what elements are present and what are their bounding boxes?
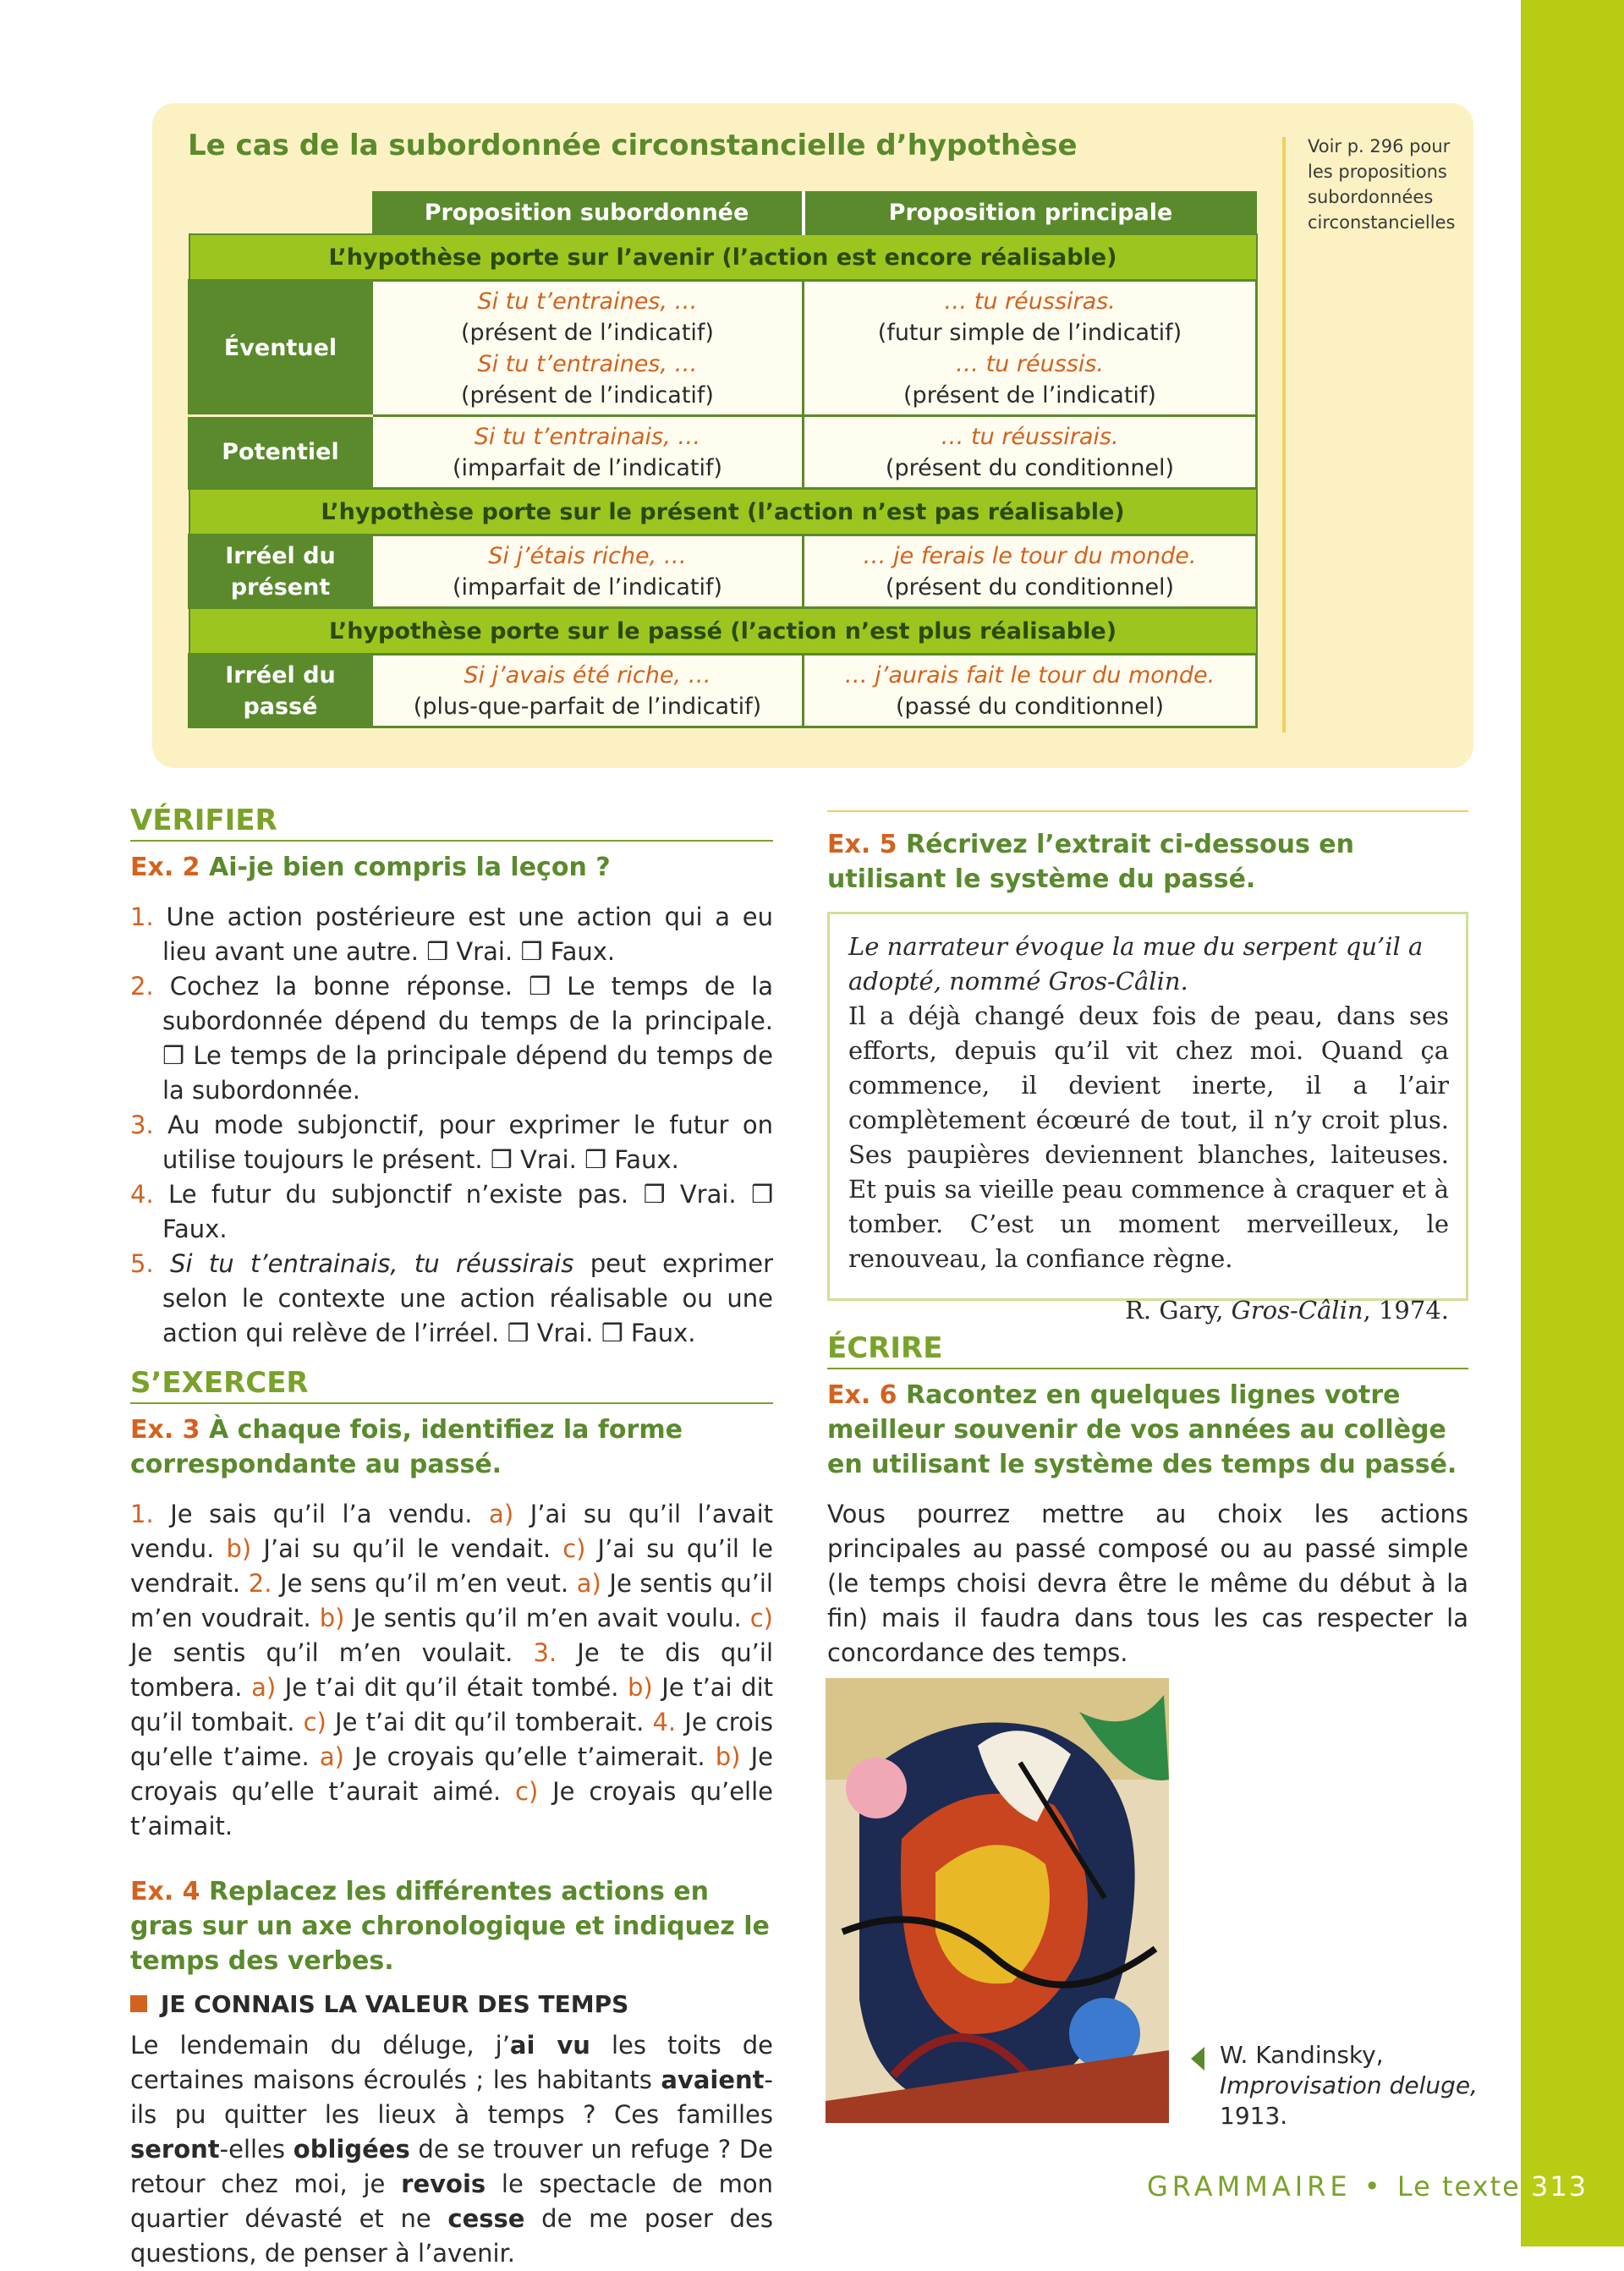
panel-title: Le cas de la subordonnée circonstancielle d’hypothèse xyxy=(188,129,1078,162)
page-sidebar-band xyxy=(1521,0,1624,2246)
text-run: les toits de certaines maisons écroulés ; les habitants xyxy=(130,2031,773,2094)
text-run: Le lendemain du déluge, j’ xyxy=(130,2031,510,2060)
item-marker: b) xyxy=(319,1604,345,1632)
list-item: 5. Si tu t’entrainais, tu réussirais peut exprimer selon le contexte une action réalisable ou une action qui relève de l’irréel. ❒ Vrai. ❒ Faux. xyxy=(130,1249,773,1347)
item-text: Je crois qu’elle t’aime. xyxy=(130,1708,773,1771)
text-run: de se trouver un refuge ? De retour chez moi, je xyxy=(130,2135,773,2198)
bold-verb: ai vu xyxy=(509,2031,590,2060)
item-marker: b) xyxy=(715,1742,741,1771)
item-marker: c) xyxy=(303,1708,326,1736)
item-text: Je croyais qu’elle t’aimait. xyxy=(130,1777,773,1840)
cell-sub: Si tu t’entrainais, … (imparfait de l’indicatif) xyxy=(372,416,804,489)
cell-sub: Si tu t’entraines, … (présent de l’indicatif) Si tu t’entraines, … (présent de l’indicatif) xyxy=(372,281,804,416)
page-number: 313 xyxy=(1531,2170,1588,2202)
ex3-heading: Ex. 3 À chaque fois, identifiez la forme correspondante au passé. xyxy=(130,1415,683,1479)
text-run: -ils pu quitter les lieux à temps ? Ces familles xyxy=(130,2065,773,2129)
ecrire-block xyxy=(827,1331,1468,1670)
left-column xyxy=(130,804,773,2271)
item-marker: b) xyxy=(226,1534,252,1563)
item-text: Je sentis qu’il m’en voulait. xyxy=(130,1638,534,1667)
ex6-text: Vous pourrez mettre au choix les actions principales au passé composé ou au passé simple (le temps choisi devra être le même du début à la fin) mais il faudra dans tous les cas respecter la concordance des temps. xyxy=(827,1500,1468,1667)
band-present: L’hypothèse porte sur le présent (l’action n’est pas réalisable) xyxy=(189,489,1257,535)
header-main: Proposition principale xyxy=(804,191,1257,234)
item-text: Je t’ai dit qu’il tombait. xyxy=(130,1673,773,1736)
item-marker: 2. xyxy=(248,1569,272,1598)
item-marker: 3. xyxy=(533,1638,557,1667)
item-text: Je te dis qu’il tombera. xyxy=(130,1638,773,1702)
table-corner xyxy=(189,191,372,234)
item-marker: a) xyxy=(489,1500,514,1528)
row-label-eventuel: Éventuel xyxy=(189,281,372,416)
item-text: Je sens qu’il m’en veut. xyxy=(272,1569,577,1598)
square-bullet-icon xyxy=(130,1995,147,2012)
ex2-list xyxy=(130,900,773,1351)
list-item: 1. Une action postérieure est une action qui a eu lieu avant une autre. ❒ Vrai. ❒ Faux. xyxy=(130,902,774,966)
item-text: Je t’ai dit qu’il était tombé. xyxy=(276,1673,628,1702)
excerpt-intro: Le narrateur évoque la mue du serpent qu’il a adopté, nommé Gros-Câlin. xyxy=(848,932,1424,996)
ex2-heading: Ex. 2 Ai-je bien compris la leçon ? xyxy=(130,853,611,882)
item-text: Je croyais qu’elle t’aurait aimé. xyxy=(130,1742,773,1806)
ex5-block xyxy=(827,827,1468,897)
item-marker: c) xyxy=(562,1534,586,1563)
running-footer: GRAMMAIRE • Le texte xyxy=(1147,2170,1521,2202)
item-marker: b) xyxy=(627,1673,653,1702)
caption-pointer-icon xyxy=(1191,2047,1204,2071)
section-ecrire: ÉCRIRE xyxy=(827,1331,1468,1369)
row-label-potentiel: Potentiel xyxy=(189,416,372,489)
text-run: de me poser des questions, de penser à l’avenir. xyxy=(130,2204,773,2268)
header-subordinate: Proposition subordonnée xyxy=(372,191,804,234)
ex4-text xyxy=(130,2028,773,2271)
item-text: Je croyais qu’elle t’aimerait. xyxy=(343,1742,716,1771)
text-run: -elles xyxy=(219,2135,294,2164)
item-marker: a) xyxy=(319,1742,344,1771)
section-exercer: S’EXERCER xyxy=(130,1366,773,1404)
item-marker: a) xyxy=(251,1673,277,1702)
ex3-text xyxy=(130,1497,773,1844)
item-marker: c) xyxy=(515,1777,539,1806)
cell-main: … tu réussirais. (présent du conditionnel) xyxy=(804,416,1257,489)
cell-main: … tu réussiras. (futur simple de l’indicatif) … tu réussis. (présent de l’indicatif) xyxy=(804,281,1257,416)
item-marker: a) xyxy=(576,1569,601,1598)
side-note: Voir p. 296 pour les propositions subordonnées circonstancielles xyxy=(1308,136,1456,233)
item-text: Je t’ai dit qu’il tomberait. xyxy=(326,1708,653,1736)
item-text: J’ai su qu’il l’avait vendu. xyxy=(130,1500,773,1563)
excerpt-text: Il a déjà changé deux fois de peau, dans ses efforts, depuis qu’il vit chez moi. Quand ça commence, il devient inerte, il a l’air complètement écœuré de tout, il n’y croit plus. Ses paupières deviennent blanches, laiteuses. Et puis sa vieille peau commence à craquer et à tomber. C’est un moment merveilleux, le renouveau, la confiance règne. xyxy=(848,1001,1449,1273)
cell-sub: Si j’avais été riche, … (plus-que-parfait de l’indicatif) xyxy=(372,655,804,727)
hypothesis-table xyxy=(188,191,1258,728)
list-item: 2. Cochez la bonne réponse. ❒ Le temps de la subordonnée dépend du temps de la principale. ❒ Le temps de la principale dépend du temps de la subordonnée. xyxy=(130,972,774,1105)
note-divider xyxy=(1282,137,1286,732)
right-column-rule xyxy=(827,810,1468,812)
bold-verb: obligées xyxy=(293,2135,410,2164)
item-text: J’ai su qu’il le vendait. xyxy=(251,1534,563,1563)
ex4-subheading: JE CONNAIS LA VALEUR DES TEMPS xyxy=(130,1987,773,2021)
bold-verb: seront xyxy=(130,2135,220,2164)
excerpt-source: R. Gary, Gros-Câlin, 1974. xyxy=(1125,1296,1449,1325)
bold-verb: cesse xyxy=(447,2204,525,2233)
section-verifier: VÉRIFIER xyxy=(130,804,773,842)
ex5-heading: Ex. 5 Récrivez l’extrait ci-dessous en utilisant le système du passé. xyxy=(827,830,1354,894)
cell-main: … j’aurais fait le tour du monde. (passé du conditionnel) xyxy=(804,655,1257,727)
item-text: J’ai su qu’il le vendrait. xyxy=(130,1534,773,1598)
band-future: L’hypothèse porte sur l’avenir (l’action est encore réalisable) xyxy=(189,234,1257,281)
bold-verb: avaient xyxy=(661,2065,765,2094)
item-text: Je sentis qu’il m’en avait voulu. xyxy=(344,1604,750,1632)
band-past: L’hypothèse porte sur le passé (l’action n’est plus réalisable) xyxy=(189,608,1257,655)
row-label-irreel-passe: Irréel du passé xyxy=(189,655,372,727)
row-label-irreel-present: Irréel du présent xyxy=(189,535,372,608)
ex6-heading: Ex. 6 Racontez en quelques lignes votre meilleur souvenir de vos années au collège en utilisant le système des temps du passé. xyxy=(827,1380,1457,1479)
painting-caption: W. Kandinsky, Improvisation deluge, 1913. xyxy=(1220,2041,1479,2130)
kandinsky-painting xyxy=(826,1678,1169,2123)
ex4-heading: Ex. 4 Replacez les différentes actions en gras sur un axe chronologique et indiquez le temps des verbes. xyxy=(130,1877,770,1976)
cell-sub: Si j’étais riche, … (imparfait de l’indicatif) xyxy=(372,535,804,608)
item-marker: 4. xyxy=(652,1708,677,1736)
bold-verb: revois xyxy=(401,2170,486,2198)
list-item: 3. Au mode subjonctif, pour exprimer le futur on utilise toujours le présent. ❒ Vrai. ❒ Faux. xyxy=(130,1111,774,1174)
excerpt-box xyxy=(827,912,1468,1325)
list-item: 4. Le futur du subjonctif n’existe pas. ❒ Vrai. ❒ Faux. xyxy=(130,1180,773,1243)
item-marker: c) xyxy=(749,1604,773,1632)
item-text: Je sais qu’il l’a vendu. xyxy=(153,1500,490,1528)
text-run: le spectacle de mon quartier dévasté et ne xyxy=(130,2170,773,2233)
cell-main: … je ferais le tour du monde. (présent du conditionnel) xyxy=(804,535,1257,608)
item-marker: 1. xyxy=(130,1500,154,1528)
item-text: Je sentis qu’il m’en voudrait. xyxy=(130,1569,773,1632)
